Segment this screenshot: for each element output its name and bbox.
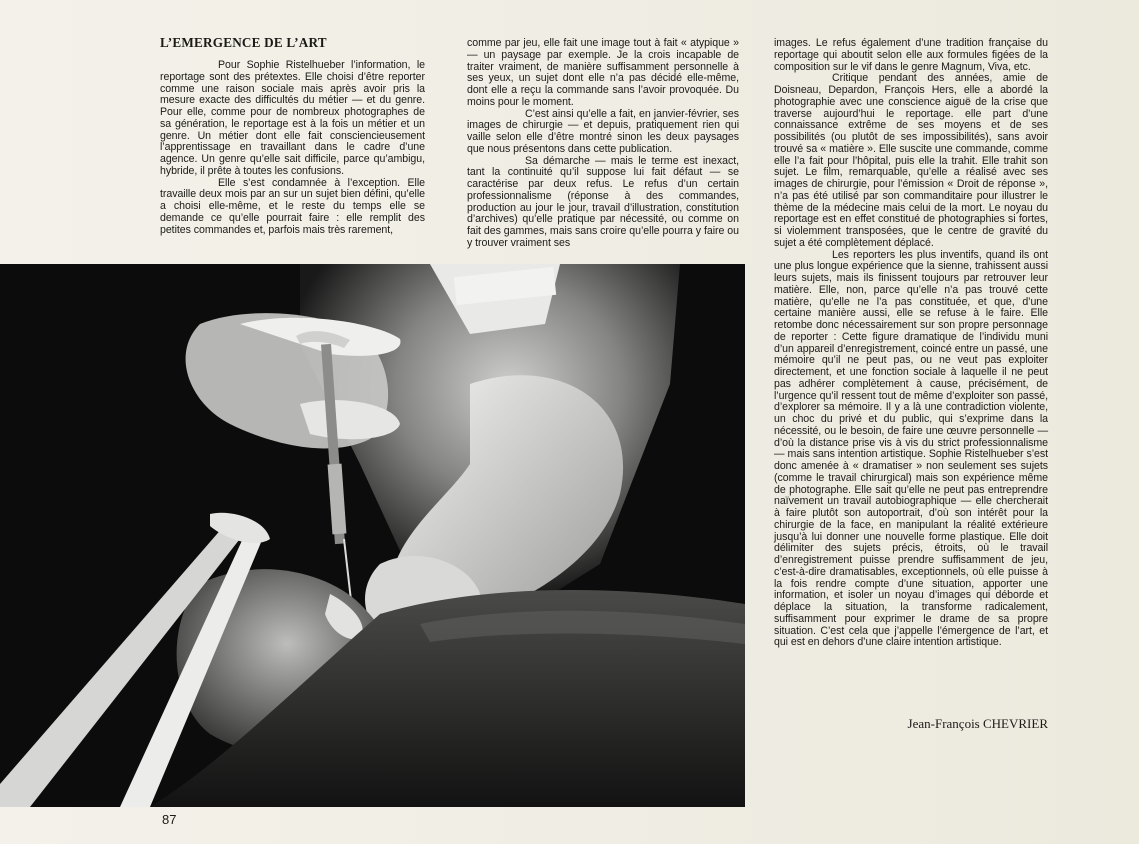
paragraph: Les reporters les plus inventifs, quand ils ont une plus longue expérience que la sienne, trahissent aussi leurs sujets, mais ils finissent toujours par retrouver leur matière. Elle, non, parce qu’elle n’a pas trouvé cette matière, qu’elle ne l’a pas constituée, et que, d’une certaine manière aussi, elle se refuse à le faire. Elle retombe donc nécessairement sur son propre personnage de reporter : Cette figure dramatique de l’individu muni d’un appareil d’enregistrement, coincé entre un passé, une mémoire qu’il ne peut pas, ou ne veut pas exploiter directement, et une fonction sociale à laquelle il ne peut pas adhérer complètement à cause, précisément, de l’urgence qu’il ressent tout de même d’exploiter son passé, d’explorer sa mémoire. Il y a là une contradiction violente, un choc du privé et du public, qui s’exprime dans la nécessité, ou le besoin, de faire une œuvre personnelle — d’où la distance prise vis à vis du strict professionnalisme — mais sans intention artistique. Sophie Ristelhueber s’est donc amenée à « dramatiser » non seulement ses sujets (comme le travail chirurgical) mais son expérience même de photographe. Elle sait qu’elle ne peut pas entreprendre naïvement un travail autobiographique — elle chercherait à faire plutôt son autoportrait, d’où son intérêt pour la chirurgie de la face, en manipulant la réalité extérieure jusqu’à lui donner une nouvelle forme plastique. Elle doit délimiter des sujets précis, étroits, où le travail d’enregistrement puisse prendre suffisamment de jeu, c’est-à-dire dramatisables, exceptionnels, où elle puisse à la fois rendre compte d’une situation, apporter une information, et isoler un noyau d’images qui déborde et déplace la situation, la transforme radicalement, suffisamment pour exprimer le drame de sa propre situation. C’est cela que j’appelle l’émergence de l’art, et qui est en dehors d’une claire intention artistique. bbox=[774, 248, 1048, 649]
author-signature: Jean-François CHEVRIER bbox=[907, 716, 1048, 731]
paragraph: Critique pendant des années, amie de Doisneau, Depardon, François Hers, elle a abordé la photographie avec une conscience aiguë de la crise que traverse aujourd’hui le reportage. elle part d’une connaissance extrême de ses moyens et de ses possibilités (ou plutôt de ses impossibilités), sans avoir trouvé sa « matière ». Elle suscite une commande, comme elle l’a fait pour l’hôpital, puis elle la trahit. Elle trahit son sujet. Le film, remarquable, qu’elle a réalisé avec ses images de chirurgie, pour l’émission « Droit de réponse », n’a pas été utilisé par son commanditaire pour illustrer le thème de la médecine mais celui de la mort. Le noyau du reportage est en effet constitué de photographies si fortes, si violemment transposées, que le centre de gravité du sujet a été complètement déplacé. bbox=[774, 72, 1048, 249]
text-column-3 bbox=[774, 38, 1048, 649]
paragraph: Elle s’est condamnée à l’exception. Elle travaille deux mois par an sur un sujet bien défini, qu’elle a choisi elle-même, et le reste du temps elle se demande ce qu’elle pourrait faire : elle remplit des petites commandes et, parfois mais très rarement, bbox=[160, 176, 425, 236]
page-number: 87 bbox=[162, 812, 177, 827]
paragraph: C’est ainsi qu’elle a fait, en janvier-février, ses images de chirurgie — et depuis, pratiquement rien qui vaille selon elle d’être montré sinon les deux paysages que nous présentons dans cette publication. bbox=[467, 107, 739, 155]
paragraph: Sa démarche — mais le terme est inexact, tant la continuité qu’il suppose lui fait défaut — se caractérise par deux refus. Le refus d’un certain professionnalisme (réponse à des commandes, production au jour le jour, travail d’illustration, constitution d’archives) qu’elle pratique par nécessité, ou comme on fait des gammes, mais sans croire qu’elle pourra y faire ou y trouver vraiment ses bbox=[467, 154, 739, 249]
text-column-2 bbox=[467, 38, 739, 250]
text-column-1 bbox=[160, 36, 425, 236]
surgery-photograph bbox=[0, 264, 745, 807]
paragraph: Pour Sophie Ristelhueber l’information, le reportage sont des prétextes. Elle choisi d’être reporter comme une raison sociale mais après avoir pris la mesure exacte des difficultés du métier — et du genre. Pour elle, comme pour de nombreux photographes de sa génération, le reportage est à la fois un métier et un genre. Un métier dont elle fait consciencieusement l’apprentissage en travaillant dans le cadre d’une agence. Un genre qu’elle sait difficile, parce qu’ambigu, hybride, il prête à toutes les confusions. bbox=[160, 59, 425, 177]
article-title: L’EMERGENCE DE L’ART bbox=[160, 35, 327, 50]
paragraph: images. Le refus également d’une tradition française du reportage qui aboutit selon elle aux formules figées de la composition sur le vif dans le genre Magnum, Viva, etc. bbox=[774, 37, 1048, 73]
paragraph: comme par jeu, elle fait une image tout à fait « atypique » — un paysage par exemple. Je la crois incapable de traiter vraiment, de manière suffisamment personnelle à ses yeux, un sujet dont elle n’a pas décidé elle-même, dont elle a reçu la commande sans l’avoir provoquée. Du moins pour le moment. bbox=[467, 37, 739, 108]
